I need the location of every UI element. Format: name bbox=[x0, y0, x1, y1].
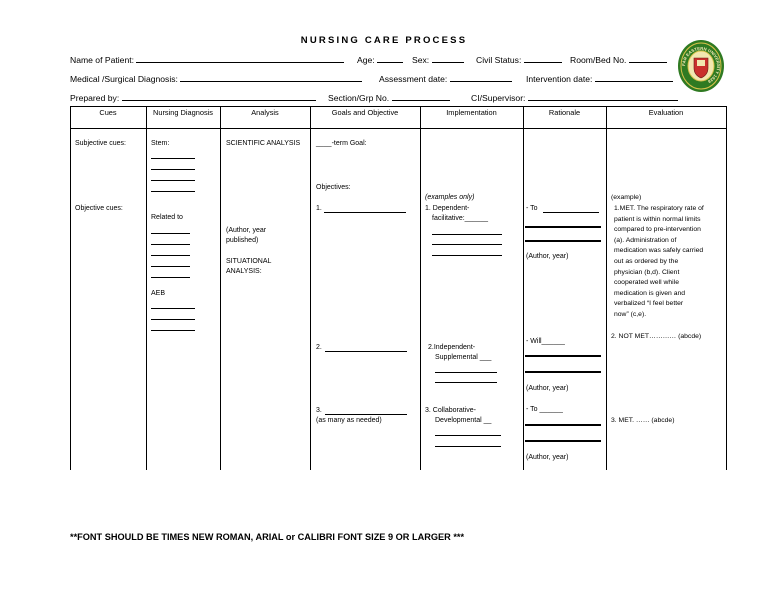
age-label: Age: bbox=[357, 55, 375, 65]
independent-line-2: Supplemental ___ bbox=[435, 354, 492, 361]
aeb-label: AEB bbox=[151, 290, 166, 297]
rationale-to-1-line[interactable] bbox=[543, 212, 599, 213]
rationale-line[interactable] bbox=[525, 371, 601, 373]
name-of-patient-label: Name of Patient: bbox=[70, 55, 135, 65]
age-group bbox=[357, 54, 403, 65]
stem-line[interactable] bbox=[151, 180, 195, 181]
rationale-to-1: - To bbox=[526, 205, 538, 212]
sex-group bbox=[412, 54, 464, 65]
objectives-label: Objectives: bbox=[316, 184, 351, 191]
intervention-date-field[interactable] bbox=[595, 73, 673, 82]
room-bed-group bbox=[570, 54, 667, 65]
page-title: NURSING CARE PROCESS bbox=[300, 35, 468, 46]
civil-status-field[interactable] bbox=[524, 54, 562, 63]
term-goal-label: ____-term Goal: bbox=[316, 140, 367, 147]
civil-status-label: Civil Status: bbox=[476, 55, 522, 65]
section-group bbox=[328, 92, 450, 103]
stem-line[interactable] bbox=[151, 169, 195, 170]
objective-3-line[interactable] bbox=[325, 414, 407, 415]
collaborative-line-2: Developmental __ bbox=[435, 417, 492, 424]
evaluation-met-line: (a). Administration of bbox=[614, 236, 677, 244]
evaluation-met-line: physician (b,d). Client bbox=[614, 268, 680, 276]
analysis-author-line-1: (Author, year bbox=[226, 227, 267, 234]
evaluation-met-line: compared to pre-intervention bbox=[614, 226, 701, 234]
stem-line[interactable] bbox=[151, 158, 195, 159]
room-bed-field[interactable] bbox=[629, 54, 667, 63]
rationale-line[interactable] bbox=[525, 240, 601, 242]
dependent-blank-line[interactable] bbox=[432, 255, 502, 256]
column-header-evaluation: Evaluation bbox=[648, 108, 684, 117]
evaluation-example-note: (example) bbox=[611, 194, 642, 201]
assessment-date-label: Assessment date: bbox=[379, 74, 448, 84]
rationale-line[interactable] bbox=[525, 424, 601, 426]
svg-text:FAR EASTERN UNIVERSITY 1928: FAR EASTERN UNIVERSITY 1928 bbox=[680, 45, 722, 85]
ci-label: CI/Supervisor: bbox=[471, 93, 526, 103]
analysis-author-line-2: published) bbox=[226, 237, 259, 244]
rationale-author-2: (Author, year) bbox=[526, 385, 569, 392]
name-of-patient-field[interactable] bbox=[136, 54, 344, 63]
diagnosis-label: Medical /Surgical Diagnosis: bbox=[70, 74, 178, 84]
related-to-line[interactable] bbox=[151, 233, 190, 234]
font-requirement-note: **FONT SHOULD BE TIMES NEW ROMAN, ARIAL or CALIBRI FONT SIZE 9 OR LARGER *** bbox=[70, 532, 465, 542]
related-to-line[interactable] bbox=[151, 255, 190, 256]
ci-field[interactable] bbox=[528, 92, 678, 101]
intervention-date-label: Intervention date: bbox=[526, 74, 593, 84]
room-bed-label: Room/Bed No. bbox=[570, 55, 627, 65]
scientific-analysis-label: SCIENTIFIC ANALYSIS bbox=[226, 140, 301, 147]
collaborative-line-1: 3. Collaborative- bbox=[425, 407, 476, 414]
rationale-to-2: - To ______ bbox=[526, 406, 563, 413]
rationale-author-1: (Author, year) bbox=[526, 253, 569, 260]
section-label: Section/Grp No. bbox=[328, 93, 390, 103]
objective-cues-label: Objective cues: bbox=[75, 205, 123, 212]
evaluation-met-line: verbalized “I feel better bbox=[614, 300, 684, 308]
stem-label: Stem: bbox=[151, 140, 170, 147]
aeb-line[interactable] bbox=[151, 319, 195, 320]
situational-analysis-line-2: ANALYSIS: bbox=[226, 268, 262, 275]
aeb-line[interactable] bbox=[151, 308, 195, 309]
evaluation-met-line: medication was safely carried bbox=[614, 247, 704, 255]
objective-3-label: 3. bbox=[316, 407, 322, 414]
rationale-line[interactable] bbox=[525, 440, 601, 442]
evaluation-met-line: medication is given and bbox=[614, 289, 686, 297]
prepared-by-field[interactable] bbox=[122, 92, 316, 101]
evaluation-met-line: cooperated well while bbox=[614, 279, 679, 287]
as-many-as-needed-note: (as many as needed) bbox=[316, 417, 382, 424]
related-to-label: Related to bbox=[151, 214, 183, 221]
evaluation-met-3: 3. MET. …… (abcde) bbox=[611, 417, 675, 424]
subjective-cues-label: Subjective cues: bbox=[75, 140, 126, 147]
column-header-nursing-diagnosis: Nursing Diagnosis bbox=[153, 108, 213, 117]
objective-2-label: 2. bbox=[316, 344, 322, 351]
rationale-line[interactable] bbox=[525, 226, 601, 228]
aeb-line[interactable] bbox=[151, 330, 195, 331]
related-to-line[interactable] bbox=[151, 244, 190, 245]
column-header-rationale: Rationale bbox=[548, 108, 581, 117]
objective-2-line[interactable] bbox=[325, 351, 407, 352]
examples-only-note: (examples only) bbox=[425, 194, 475, 201]
evaluation-met-line: out as ordered by the bbox=[614, 258, 679, 265]
assessment-date-field[interactable] bbox=[450, 73, 512, 82]
objective-1-label: 1. bbox=[316, 205, 322, 212]
column-header-cues: Cues bbox=[99, 108, 117, 117]
university-seal-logo bbox=[676, 38, 726, 94]
assessment-date-group bbox=[379, 73, 512, 84]
diagnosis-field[interactable] bbox=[180, 73, 362, 82]
civil-status-group bbox=[476, 54, 562, 65]
column-header-implementation: Implementation bbox=[446, 108, 497, 117]
header-row-1 bbox=[70, 54, 344, 65]
rationale-author-3: (Author, year) bbox=[526, 454, 569, 461]
sex-label: Sex: bbox=[412, 55, 430, 65]
prepared-by-label: Prepared by: bbox=[70, 93, 120, 103]
column-header-goals: Goals and Objective bbox=[331, 108, 399, 117]
situational-analysis-line-1: SITUATIONAL bbox=[226, 258, 272, 265]
objective-1-line[interactable] bbox=[324, 212, 406, 213]
column-header-analysis: Analysis bbox=[251, 108, 279, 117]
evaluation-met-line: 1.MET. The respiratory rate of bbox=[614, 205, 704, 212]
ci-group bbox=[471, 92, 678, 103]
stem-line[interactable] bbox=[151, 191, 195, 192]
dependent-line-1: 1. Dependent- bbox=[425, 205, 470, 212]
independent-blank-line[interactable] bbox=[435, 382, 497, 383]
section-field[interactable] bbox=[392, 92, 450, 101]
sex-field[interactable] bbox=[432, 54, 464, 63]
intervention-date-group bbox=[526, 73, 673, 84]
collaborative-blank-line[interactable] bbox=[435, 446, 501, 447]
evaluation-not-met: 2. NOT MET………… (abcde) bbox=[611, 333, 702, 340]
dependent-line-2: facilitative:______ bbox=[432, 215, 489, 222]
dependent-blank-line[interactable] bbox=[432, 234, 502, 235]
prepared-by-group bbox=[70, 92, 316, 103]
collaborative-blank-line[interactable] bbox=[435, 435, 501, 436]
age-field[interactable] bbox=[377, 54, 403, 63]
diagnosis-group bbox=[70, 73, 362, 84]
evaluation-met-line: now” (c,e). bbox=[614, 311, 647, 318]
related-to-line[interactable] bbox=[151, 277, 190, 278]
independent-blank-line[interactable] bbox=[435, 372, 497, 373]
evaluation-met-line: patient is within normal limits bbox=[614, 215, 701, 223]
independent-line-1: 2.Independent- bbox=[428, 344, 476, 351]
related-to-line[interactable] bbox=[151, 266, 190, 267]
rationale-will: - Will______ bbox=[526, 338, 565, 345]
rationale-line[interactable] bbox=[525, 355, 601, 357]
dependent-blank-line[interactable] bbox=[432, 244, 502, 245]
